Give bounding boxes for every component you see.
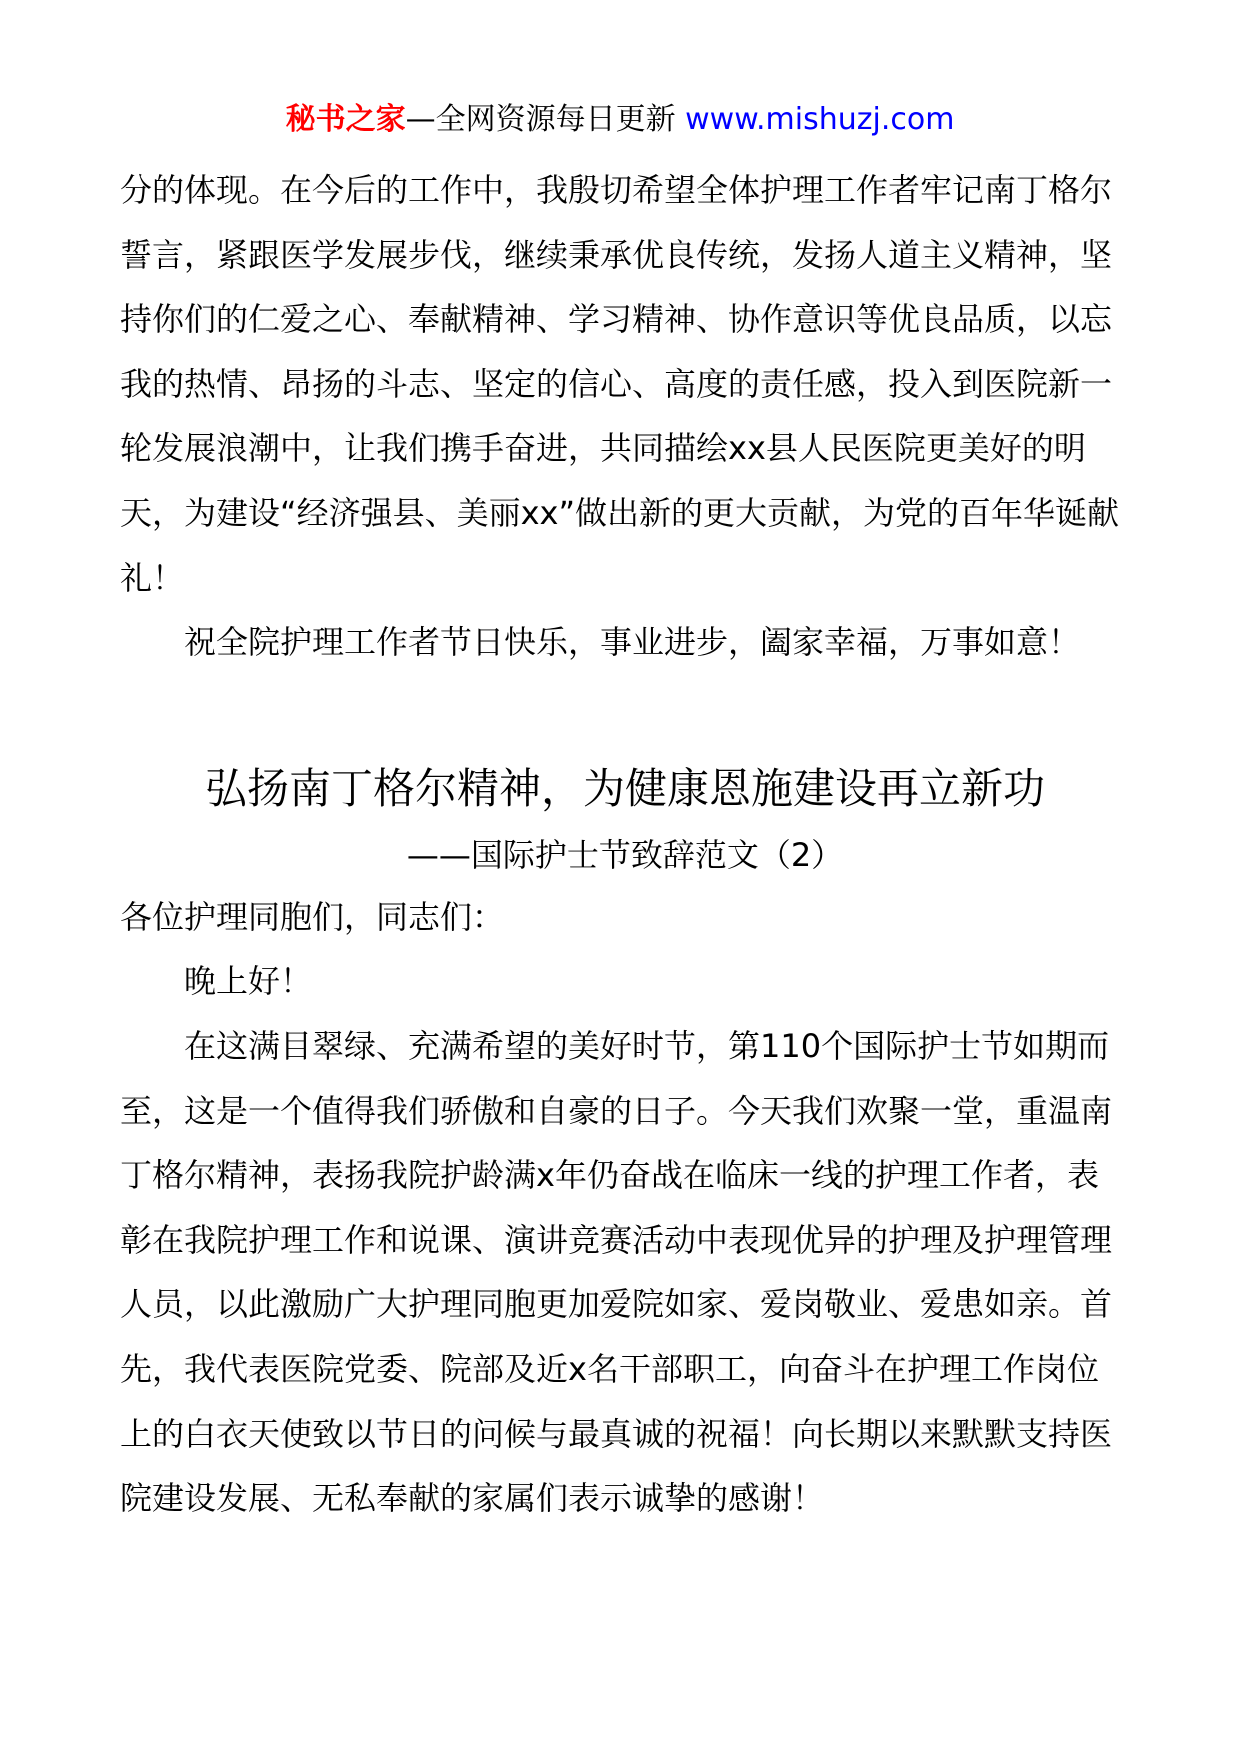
site-tagline: —全网资源每日更新 (405, 102, 676, 137)
site-header (0, 100, 1240, 140)
site-brand: 秘书之家 (285, 102, 406, 137)
site-url-link[interactable]: www.mishuzj.com (685, 102, 955, 137)
section-gap (120, 675, 1130, 761)
salutation: 各位护理同胞们，同志们： (120, 897, 505, 936)
main-paragraph: 在这满目翠绿、充满希望的美好时节，第110个国际护士节如期而至，这是一个值得我们骄傲和自豪的日子。今天我们欢聚一堂，重温南丁格尔精神，表扬我院护龄满x年仍奋战在临床一线的护理工作者，表彰在我院护理工作和说课、演讲竞赛活动中表现优异的护理及护理管理人员，以此激励广大护理同胞更加爱院如家、爱岗敬业、爱患如亲。首先，我代表医院党委、院部及近x名干部职工，向奋斗在护理工作岗位上的白衣天使致以节日的问候与最真诚的祝福！向长期以来默默支持医院建设发展、无私奉献的家属们表示诚挚的感谢！ (120, 1026, 1113, 1518)
speech-subtitle: ——国际护士节致辞范文（2） (406, 835, 844, 874)
continued-paragraph: 分的体现。在今后的工作中，我殷切希望全体护理工作者牢记南丁格尔誓言，紧跟医学发展步伐，继续秉承优良传统，发扬人道主义精神，坚持你们的仁爱之心、奉献精神、学习精神、协作意识等优良品质，以忘我的热情、昂扬的斗志、坚定的信心、高度的责任感，投入到医院新一轮发展浪潮中，让我们携手奋进，共同描绘xx县人民医院更美好的明天，为建设“经济强县、美丽xx”做出新的更大贡献，为党的百年华诞献礼！ (120, 171, 1120, 597)
greeting: 晚上好！ (184, 962, 313, 1001)
speech-title: 弘扬南丁格尔精神，为健康恩施建设再立新功 (204, 763, 1045, 813)
blessing-paragraph: 祝全院护理工作者节日快乐，事业进步，阖家幸福，万事如意！ (184, 623, 1081, 662)
document-body (120, 158, 1130, 1531)
